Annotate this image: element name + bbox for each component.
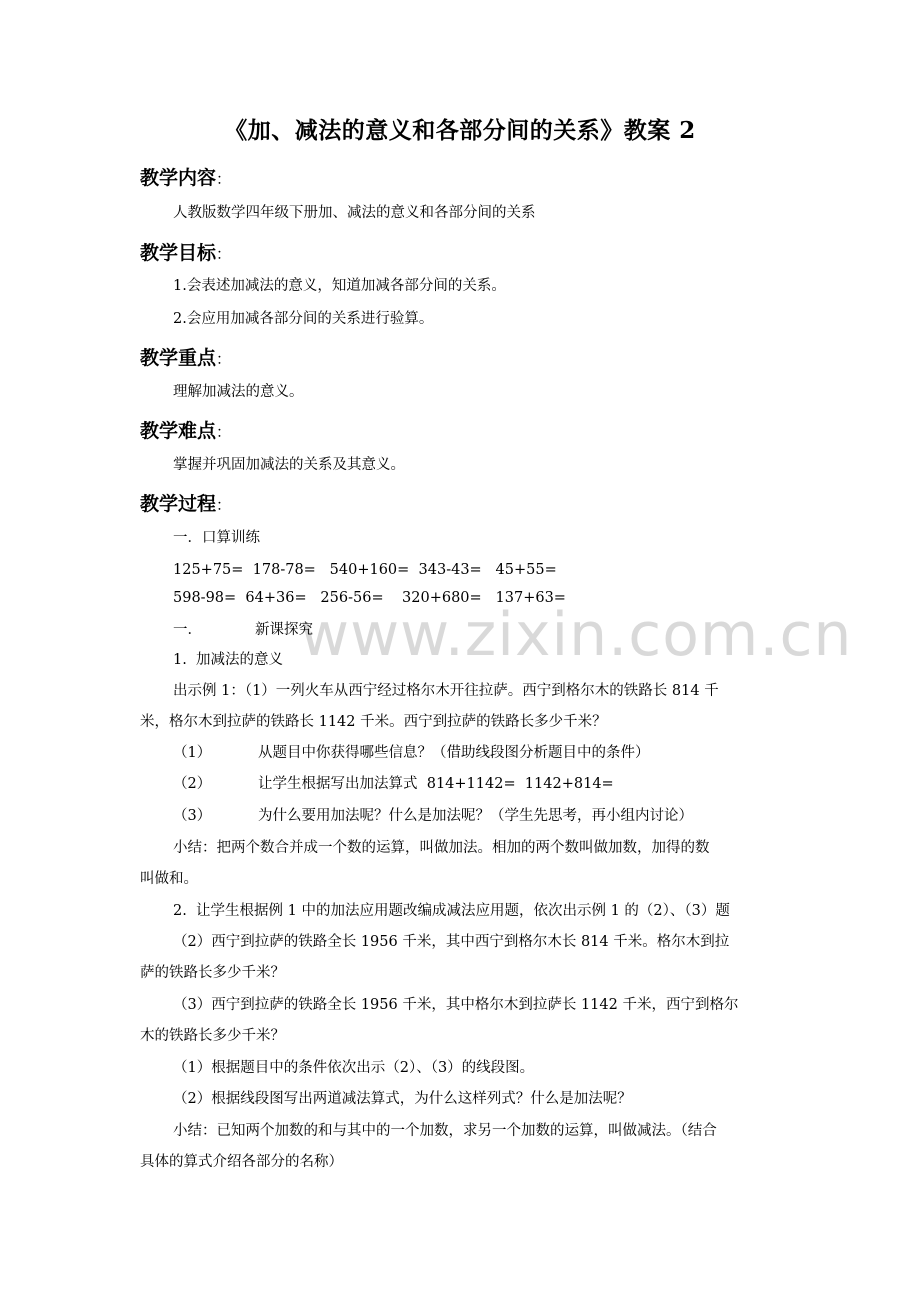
- paragraph-line: （2）西宁到拉萨的铁路全长 1956 千米，其中西宁到格尔木长 814 千米。格尔木到拉: [173, 934, 730, 950]
- heading-goals: 教学目标：: [140, 242, 232, 264]
- paragraph-line: 小结：已知两个加数的和与其中的一个加数，求另一个加数的运算，叫做减法。（结合: [173, 1123, 717, 1139]
- paragraph-line: 具体的算式介绍各部分的名称）: [140, 1154, 343, 1170]
- paragraph-line: 萨的铁路长多少千米？: [140, 965, 285, 981]
- document-title: 《加、减法的意义和各部分间的关系》教案 2: [224, 117, 696, 144]
- heading-content: 教学内容：: [140, 167, 232, 189]
- part2-title: 一． 新课探究: [173, 622, 313, 638]
- part1-title: 一．口算训练: [173, 530, 260, 546]
- goal-item: 1.会表述加减法的意义，知道加减各部分间的关系。: [173, 278, 506, 294]
- paragraph-line: 小结：把两个数合并成一个数的运算，叫做加法。相加的两个数叫做加数，加得的数: [173, 840, 710, 856]
- paragraph-line: （3）西宁到拉萨的铁路全长 1956 千米，其中格尔木到拉萨长 1142 千米，西宁到格尔: [173, 997, 739, 1013]
- subheading: 1. 加减法的意义: [173, 652, 284, 668]
- difficult-text: 掌握并巩固加减法的关系及其意义。: [173, 457, 405, 473]
- goal-item: 2.会应用加减各部分间的关系进行验算。: [173, 311, 434, 327]
- document-page: [140, 0, 780, 1302]
- heading-difficult: 教学难点：: [140, 420, 232, 442]
- paragraph-line: 木的铁路长多少千米？: [140, 1028, 285, 1044]
- subheading: 2. 让学生根据例 1 中的加法应用题改编成减法应用题，依次出示例 1 的（2）、（3）题: [173, 903, 730, 919]
- watermark: www.zixin.com.cn: [300, 600, 853, 670]
- mental-row: 125+75= 178-78= 540+160= 343-43= 45+55=: [173, 562, 557, 578]
- question-item: （3） 为什么要用加法呢？什么是加法呢？（学生先思考，再小组内讨论）: [173, 808, 693, 824]
- question-item: （2） 让学生根据写出加法算式 814+1142= 1142+814=: [173, 776, 614, 792]
- key-text: 理解加减法的意义。: [173, 384, 304, 400]
- paragraph-line: 米，格尔木到拉萨的铁路长 1142 千米。西宁到拉萨的铁路长多少千米？: [140, 714, 607, 730]
- question-item: （1） 从题目中你获得哪些信息？（借助线段图分析题目中的条件）: [173, 745, 650, 761]
- paragraph-line: （2）根据线段图写出两道减法算式，为什么这样列式？什么是加法呢？: [173, 1091, 632, 1107]
- mental-row: 598-98= 64+36= 256-56= 320+680= 137+63=: [173, 590, 566, 606]
- heading-key: 教学重点：: [140, 347, 232, 369]
- paragraph-line: 叫做和。: [140, 871, 198, 887]
- content-text: 人教版数学四年级下册加、减法的意义和各部分间的关系: [173, 205, 536, 221]
- heading-process: 教学过程：: [140, 493, 232, 515]
- paragraph-line: （1）根据题目中的条件依次出示（2）、（3）的线段图。: [173, 1060, 535, 1076]
- paragraph-line: 出示例 1：（1）一列火车从西宁经过格尔木开往拉萨。西宁到格尔木的铁路长 814 千: [173, 683, 719, 699]
